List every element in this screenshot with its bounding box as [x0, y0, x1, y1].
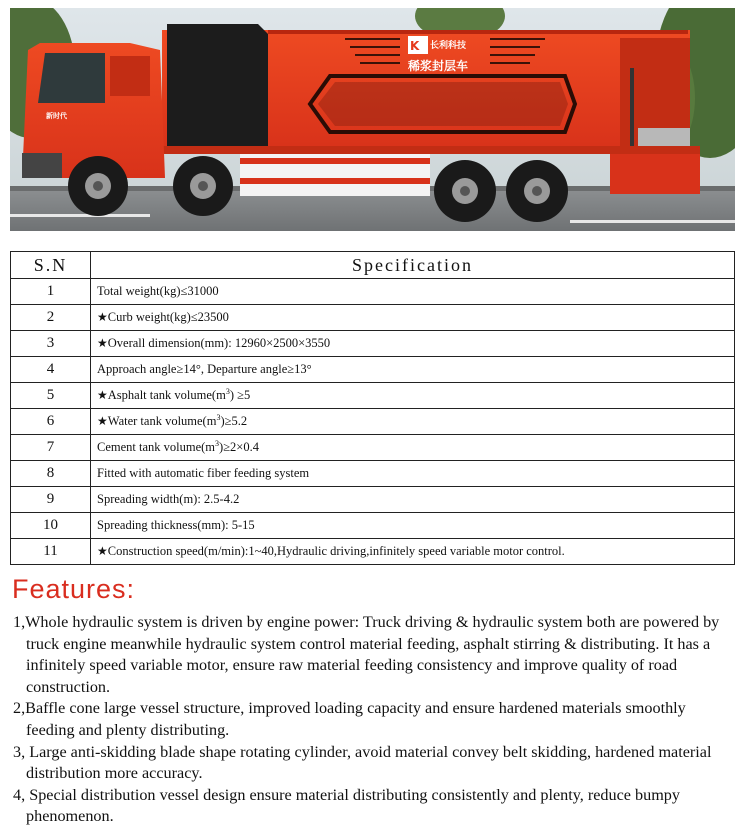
feature-text: Whole hydraulic system is driven by engine power: Truck driving & hydraulic system both are powered by truck engine meanwhile hydraulic system control material feeding, asphalt stirring & distributing. It has a infinitely speed variable motor, ensure raw material feeding consistency and improve quality of road construction.: [25, 613, 720, 696]
features-title: Features:: [12, 574, 136, 604]
column-header-sn: S.N: [11, 252, 91, 279]
specification-text: Water tank volume(m: [107, 414, 217, 429]
svg-text:K: K: [410, 39, 420, 53]
row-number: 4: [11, 357, 91, 383]
table-row: [11, 383, 735, 409]
specification-text: Spreading width(m): 2.5-4.2: [97, 492, 240, 506]
table-row: [11, 357, 735, 383]
specification-text: Cement tank volume(m: [97, 440, 216, 455]
logo-name: 稀浆封层车: [408, 59, 469, 73]
column-header-specification: Specification: [91, 252, 735, 279]
row-number: 10: [11, 513, 91, 539]
features-list: [8, 612, 738, 828]
table-row: [11, 279, 735, 305]
specification-text: Construction speed(m/min):1~40,Hydraulic driving,infinitely speed variable motor control.: [107, 544, 565, 558]
star-icon: ★: [97, 336, 108, 350]
row-number: 1: [11, 279, 91, 305]
specification-cell: [91, 435, 735, 461]
specification-cell: [91, 409, 735, 435]
specification-value: ) ≥5: [229, 388, 251, 403]
specification-value: )≥5.2: [220, 414, 248, 429]
row-number: 3: [11, 331, 91, 357]
specification-value: )≥2×0.4: [219, 440, 259, 455]
feature-text: Special distribution vessel design ensure material distributing consistently and plenty, reduce bumpy phenomenon.: [26, 785, 680, 826]
specification-text: Asphalt tank volume(m: [107, 388, 226, 403]
row-number: 5: [11, 383, 91, 409]
table-row: [11, 331, 735, 357]
star-icon: ★: [97, 544, 108, 558]
row-number: 8: [11, 461, 91, 487]
table-row: [11, 435, 735, 461]
specification-text: Total weight(kg)≤31000: [97, 284, 219, 298]
table-header-row: [11, 252, 735, 279]
specification-text: Overall dimension(mm): 12960×2500×3550: [107, 336, 331, 350]
specification-cell: [91, 383, 735, 409]
feature-number: 3,: [13, 742, 30, 761]
specification-text: Fitted with automatic fiber feeding system: [97, 466, 310, 480]
specification-cell: [91, 539, 735, 565]
cab-label: 新时代: [46, 112, 67, 120]
specification-cell: [91, 331, 735, 357]
specification-cell: [91, 305, 735, 331]
row-number: 7: [11, 435, 91, 461]
specification-text: Approach angle≥14°, Departure angle≥13°: [97, 362, 312, 376]
table-row: [11, 305, 735, 331]
feature-number: 4,: [13, 785, 30, 804]
table-row: [11, 487, 735, 513]
specification-cell: [91, 461, 735, 487]
specification-text: Spreading thickness(mm): 5-15: [97, 518, 255, 532]
table-row: [11, 513, 735, 539]
specification-cell: [91, 279, 735, 305]
feature-text: Baffle cone large vessel structure, improved loading capacity and ensure hardened materials smoothly feeding and plenty distributing.: [25, 699, 686, 739]
feature-text: Large anti-skidding blade shape rotating cylinder, avoid material convey belt skidding, hardened material distribution more accuracy.: [26, 742, 712, 783]
star-icon: ★: [97, 310, 108, 324]
logo-brand: 长利科技: [430, 41, 467, 51]
feature-number: 2,: [13, 699, 26, 718]
row-number: 6: [11, 409, 91, 435]
specification-text: Curb weight(kg)≤23500: [107, 310, 229, 324]
feature-item: [8, 612, 738, 698]
specification-table: [10, 251, 735, 565]
feature-item: [8, 785, 738, 828]
feature-item: [8, 742, 738, 785]
row-number: 9: [11, 487, 91, 513]
unit-exponent: 3: [216, 413, 221, 423]
feature-item: [8, 698, 738, 741]
truck-photo: [10, 8, 735, 231]
row-number: 11: [11, 539, 91, 565]
star-icon: ★: [97, 388, 108, 403]
table-row: [11, 461, 735, 487]
specification-cell: [91, 487, 735, 513]
table-row: [11, 539, 735, 565]
unit-exponent: 3: [225, 387, 230, 397]
specification-cell: [91, 513, 735, 539]
row-number: 2: [11, 305, 91, 331]
star-icon: ★: [97, 414, 108, 429]
specification-cell: [91, 357, 735, 383]
table-row: [11, 409, 735, 435]
feature-number: 1,: [13, 613, 26, 631]
unit-exponent: 3: [215, 439, 220, 449]
